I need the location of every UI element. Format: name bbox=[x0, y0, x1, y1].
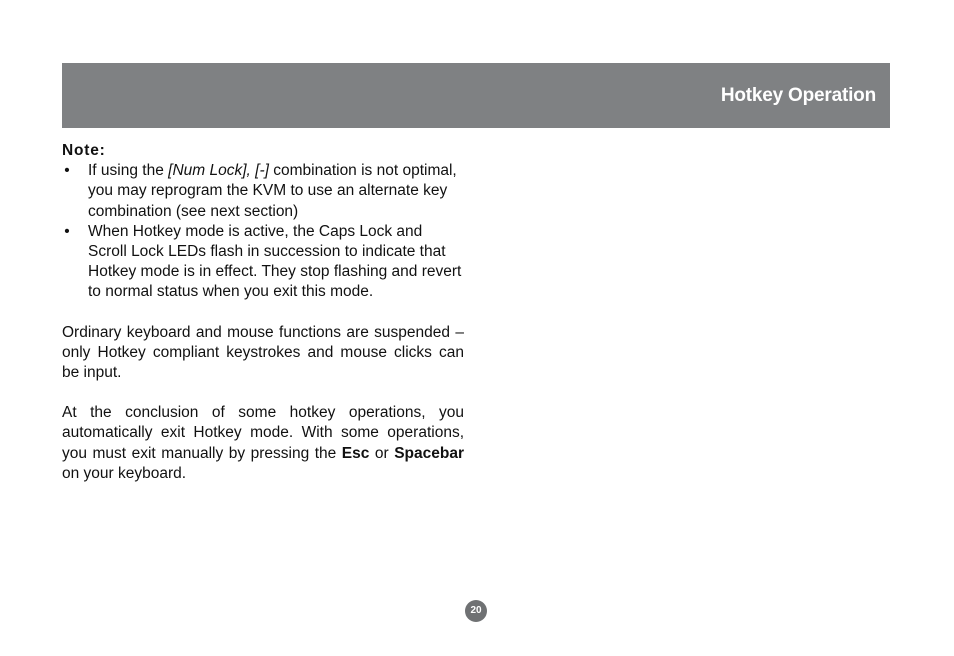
key-spacebar: Spacebar bbox=[394, 444, 464, 462]
bullet-icon: • bbox=[64, 222, 70, 240]
page-number-badge: 20 bbox=[465, 600, 487, 622]
header-bar bbox=[62, 63, 890, 128]
paragraph-exit-hotkey bbox=[62, 403, 464, 484]
note-item bbox=[62, 161, 464, 222]
note-text-post: combination is not optimal, you may reprogram the KVM to use an alternate key combination (see next section) bbox=[88, 162, 457, 220]
paragraph-text-mid: or bbox=[369, 444, 395, 462]
paragraph-text-pre: At the conclusion of some hotkey operations, you automatically exit Hotkey mode. With some operations, you must exit manually by pressing the bbox=[62, 404, 464, 462]
note-key-combination: [Num Lock], [-] bbox=[168, 162, 269, 180]
note-item bbox=[62, 222, 464, 303]
note-heading: Note: bbox=[62, 142, 106, 159]
note-list bbox=[62, 161, 464, 302]
main-content bbox=[62, 141, 464, 484]
paragraph-text-post: on your keyboard. bbox=[62, 464, 187, 482]
note-text-pre: If using the bbox=[88, 162, 169, 180]
page-title: Hotkey Operation bbox=[720, 85, 876, 106]
key-esc: Esc bbox=[341, 444, 370, 462]
bullet-icon: • bbox=[64, 162, 70, 180]
paragraph-suspended-functions: Ordinary keyboard and mouse functions are suspended – only Hotkey compliant keystrokes and mouse clicks can be input. bbox=[62, 323, 464, 382]
note-text: When Hotkey mode is active, the Caps Lock and Scroll Lock LEDs flash in succession to indicate that Hotkey mode is in effect. They stop flashing and revert to normal status when you exit this mode. bbox=[88, 222, 462, 301]
